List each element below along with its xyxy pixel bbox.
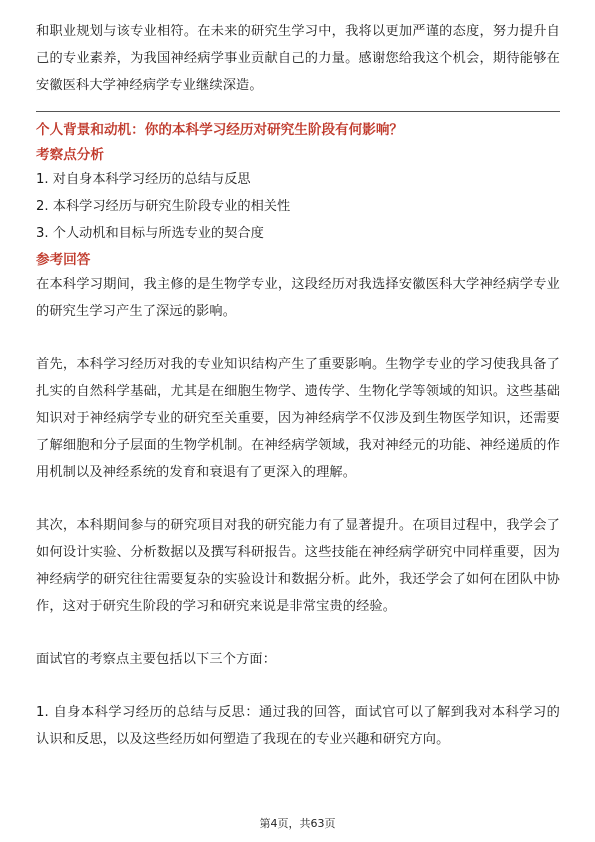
analysis-points (36, 166, 560, 247)
answer-paragraph: 其次，本科期间参与的研究项目对我的研究能力有了显著提升。在项目过程中，我学会了如何设计实验、分析数据以及撰写科研报告。这些技能在神经病学研究中同样重要，因为神经病学的研究往往需要复杂的实验设计和数据分析。此外，我还学会了如何在团队中协作，这对于研究生阶段的学习和研究来说是非常宝贵的经验。 (36, 518, 560, 614)
paragraph-gap (36, 620, 560, 646)
section-divider (36, 111, 560, 112)
page-number-footer: 第4页，共63页 (259, 817, 336, 830)
analysis-heading: 考察点分析 (36, 147, 104, 163)
answer-paragraph: 面试官的考察点主要包括以下三个方面： (36, 652, 277, 667)
question-title: 个人背景和动机：你的本科学习经历对研究生阶段有何影响？ (36, 122, 404, 138)
document-page (36, 18, 560, 753)
paragraph-gap (36, 486, 560, 512)
analysis-point: 1. 对自身本科学习经历的总结与反思 (36, 172, 251, 187)
paragraph-gap (36, 325, 560, 351)
analysis-point: 3. 个人动机和目标与所选专业的契合度 (36, 226, 264, 241)
answer-heading: 参考回答 (36, 252, 91, 268)
intro-paragraph: 和职业规划与该专业相符。在未来的研究生学习中，我将以更加严谨的态度，努力提升自己的专业素养，为我国神经病学事业贡献自己的力量。感谢您给我这个机会，期待能够在安徽医科大学神经病学专业继续深造。 (36, 24, 560, 93)
paragraph-gap (36, 673, 560, 699)
answer-paragraph: 1. 自身本科学习经历的总结与反思：通过我的回答，面试官可以了解到我对本科学习的认识和反思，以及这些经历如何塑造了我现在的专业兴趣和研究方向。 (36, 705, 560, 747)
analysis-point: 2. 本科学习经历与研究生阶段专业的相关性 (36, 199, 291, 214)
answer-paragraph: 在本科学习期间，我主修的是生物学专业，这段经历对我选择安徽医科大学神经病学专业的研究生学习产生了深远的影响。 (36, 277, 560, 319)
answer-paragraph: 首先，本科学习经历对我的专业知识结构产生了重要影响。生物学专业的学习使我具备了扎实的自然科学基础，尤其是在细胞生物学、遗传学、生物化学等领域的知识。这些基础知识对于神经病学专业的研究至关重要，因为神经病学不仅涉及到生物医学知识，还需要了解细胞和分子层面的生物学机制。在神经病学领域，我对神经元的功能、神经递质的作用机制以及神经系统的发育和衰退有了更深入的理解。 (36, 357, 560, 480)
